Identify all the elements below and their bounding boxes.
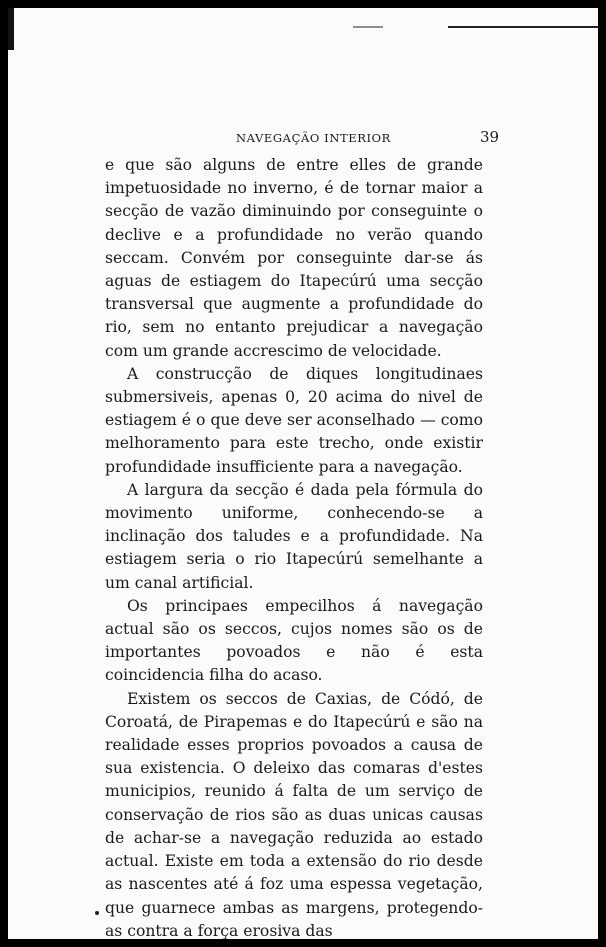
page-header bbox=[8, 126, 598, 148]
book-page bbox=[8, 8, 598, 939]
scan-edge-line bbox=[353, 26, 383, 28]
paragraph: A construcção de diques longitudinaes submersiveis, apenas 0, 20 acima do nivel de estiagem é o que deve ser aconselhado — como melhoramento para este trecho, onde existir profundidade insufficiente para a navegação. bbox=[105, 364, 483, 476]
paragraph: Os principaes empecilhos á navegação actual são os seccos, cujos nomes são os de importantes povoados e não é esta coincidencia filha do acaso. bbox=[105, 596, 483, 685]
paragraph: A largura da secção é dada pela fórmula do movimento uniforme, conhecendo-se a inclinação dos taludes e a profundidade. Na estiagem seria o rio Itapecúrú semelhante a um canal artificial. bbox=[105, 480, 483, 592]
paragraph: e que são alguns de entre elles de grande impetuosidade no inverno, é de tornar maior a secção de vazão diminuindo por conseguinte o declive e a profundidade no verão quando seccam. Convém por conseguinte dar-se ás aguas de estiagem do Itapecúrú uma secção transversal que augmente a profundidade do rio, sem no entanto prejudicar a navegação com um grande accrescimo de velocidade. bbox=[105, 156, 483, 360]
body-text bbox=[105, 154, 483, 939]
page-number: 39 bbox=[480, 128, 500, 146]
paragraph: Existem os seccos de Caxias, de Códó, de Coroatá, de Pirapemas e do Itapecúrú e são na realidade esses proprios povoados a causa de sua existencia. O deleixo das comaras d'estes municipios, reunido á falta de um serviço de conservação de rios são as duas unicas causas de achar-se a navegação reduzida ao estado actual. Existe em toda a extensão do rio desde as nascentes até á foz uma espessa vegetação, que guarnece ambas as margens, protegendo-as contra a força erosiva das bbox=[105, 689, 483, 939]
scan-edge-line-right bbox=[448, 26, 598, 28]
scan-corner-mark bbox=[8, 8, 14, 50]
running-head: NAVEGAÇÃO INTERIOR bbox=[236, 131, 391, 145]
ink-speck bbox=[95, 911, 99, 915]
